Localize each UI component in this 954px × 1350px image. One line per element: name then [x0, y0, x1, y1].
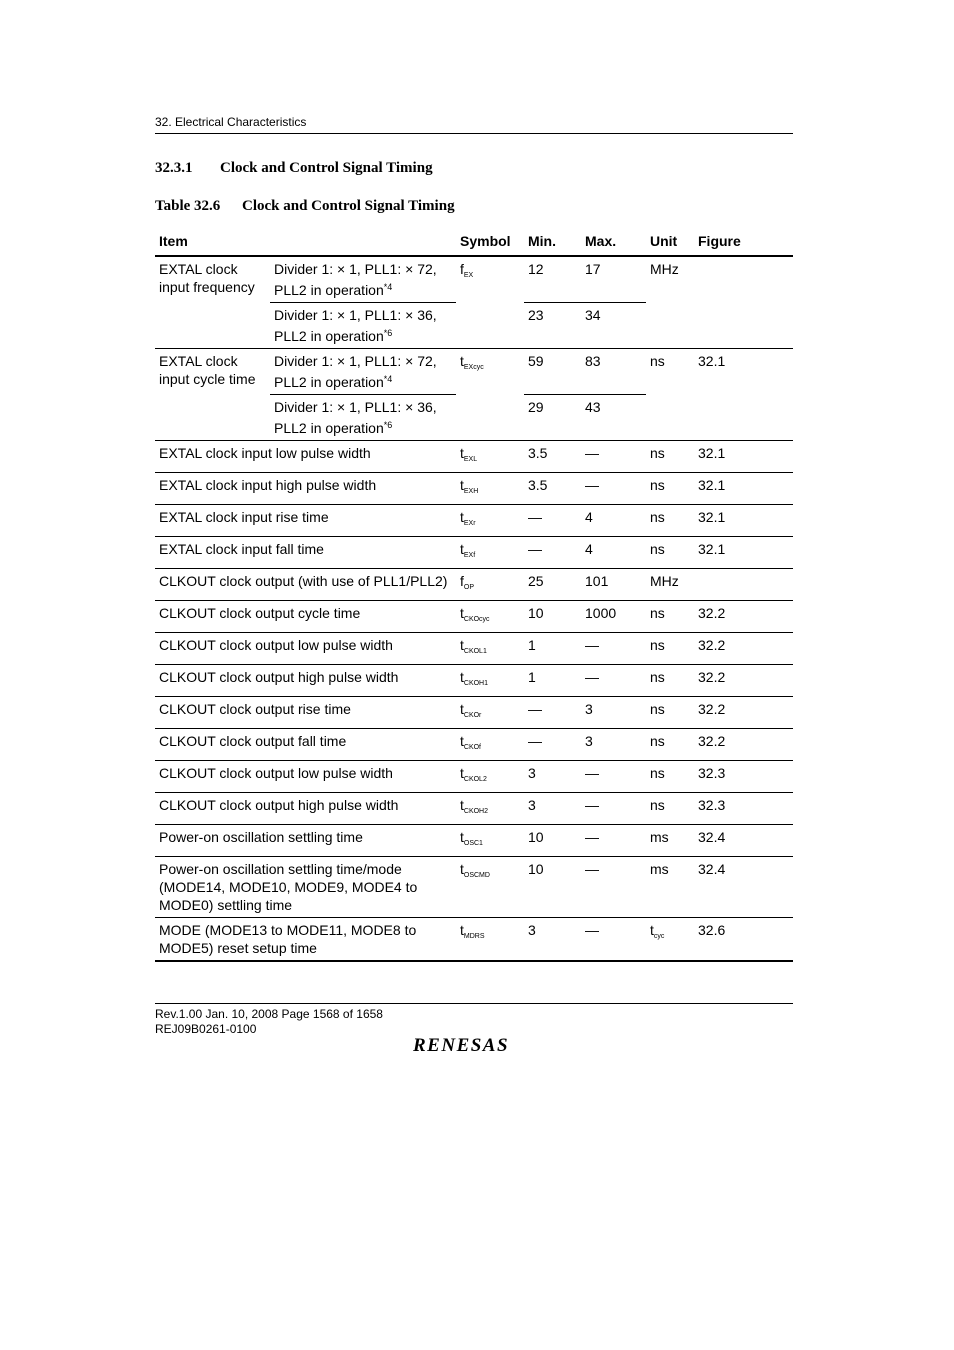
footnote-marker: *6	[383, 420, 393, 430]
item-cell: Power-on oscillation settling time/mode (MODE14, MODE10, MODE9, MODE4 to MODE0) settling time	[155, 857, 456, 918]
symbol-cell-subscript: OP	[463, 584, 475, 591]
table-row	[155, 601, 793, 633]
footnote-marker: *4	[383, 282, 393, 292]
timing-table	[155, 228, 793, 962]
unit-cell-base: ns	[650, 541, 665, 557]
unit-cell: MHz	[646, 256, 694, 349]
max-cell: 17	[581, 256, 646, 303]
table-row	[155, 697, 793, 729]
table-row	[155, 665, 793, 697]
item-cell: EXTAL clock input high pulse width	[155, 473, 456, 505]
symbol-cell	[456, 665, 524, 697]
max-cell: —	[581, 761, 646, 793]
min-cell: 59	[524, 349, 581, 395]
unit-cell	[646, 793, 694, 825]
section-number: 32.3.1	[155, 160, 193, 176]
item-cell: Power-on oscillation settling time	[155, 825, 456, 857]
min-cell: 29	[524, 395, 581, 441]
table-row	[155, 857, 793, 918]
max-cell: —	[581, 473, 646, 505]
column-header-max: Max.	[581, 228, 646, 256]
symbol-cell	[456, 918, 524, 962]
unit-cell-base: ns	[650, 509, 665, 525]
max-cell: 34	[581, 303, 646, 349]
table-row	[155, 729, 793, 761]
unit-cell-subscript: cyc	[653, 933, 665, 940]
min-cell: 1	[524, 633, 581, 665]
symbol-cell	[456, 505, 524, 537]
renesas-logo-text: RENESAS	[413, 1035, 510, 1053]
condition-text: Divider 1: × 1, PLL1: × 72, PLL2 in operation	[274, 353, 437, 390]
symbol-cell-subscript: CKOcyc	[463, 616, 490, 623]
unit-cell-base: ns	[650, 701, 665, 717]
unit-cell-base: t	[650, 922, 654, 938]
unit-cell-base: ns	[650, 637, 665, 653]
column-header-item: Item	[155, 228, 456, 256]
item-cell: EXTAL clock input low pulse width	[155, 441, 456, 473]
table-row	[155, 441, 793, 473]
item-cell: CLKOUT clock output (with use of PLL1/PLL2)	[155, 569, 456, 601]
condition-text: Divider 1: × 1, PLL1: × 36, PLL2 in operation	[274, 307, 437, 344]
item-cell: CLKOUT clock output high pulse width	[155, 793, 456, 825]
symbol-cell-subscript: EXH	[463, 488, 479, 495]
symbol-cell-base: t	[460, 861, 464, 877]
page-footer	[155, 1003, 793, 1037]
min-cell: —	[524, 505, 581, 537]
symbol-cell	[456, 349, 524, 441]
unit-cell	[646, 729, 694, 761]
table-number: Table 32.6	[155, 198, 221, 214]
min-cell: —	[524, 537, 581, 569]
symbol-cell-subscript: CKOr	[463, 712, 482, 719]
symbol-cell	[456, 761, 524, 793]
symbol-cell-subscript: MDRS	[463, 933, 485, 940]
condition-cell	[270, 349, 456, 395]
max-cell: 3	[581, 697, 646, 729]
min-cell: 3	[524, 918, 581, 962]
max-cell: 4	[581, 505, 646, 537]
symbol-cell-base: t	[460, 829, 464, 845]
symbol-cell-subscript: CKOf	[463, 744, 482, 751]
min-cell: —	[524, 697, 581, 729]
symbol-cell-base: t	[460, 637, 464, 653]
unit-cell-base: ms	[650, 861, 669, 877]
min-cell: 3	[524, 793, 581, 825]
unit-cell	[646, 665, 694, 697]
min-cell: 25	[524, 569, 581, 601]
min-cell: 10	[524, 857, 581, 918]
unit-cell	[646, 601, 694, 633]
figure-cell: 32.1	[694, 505, 793, 537]
item-cell: CLKOUT clock output low pulse width	[155, 633, 456, 665]
symbol-cell-subscript: EXr	[463, 520, 476, 527]
table-row	[155, 537, 793, 569]
item-cell: EXTAL clock input cycle time	[155, 349, 270, 441]
unit-cell	[646, 697, 694, 729]
min-cell: 10	[524, 601, 581, 633]
min-cell: 12	[524, 256, 581, 303]
symbol-cell-subscript: CKOH1	[463, 680, 489, 687]
min-cell: 3.5	[524, 441, 581, 473]
unit-cell-base: ns	[650, 477, 665, 493]
symbol-cell	[456, 793, 524, 825]
figure-cell: 32.2	[694, 665, 793, 697]
max-cell: —	[581, 441, 646, 473]
symbol-cell-subscript: OSC1	[463, 840, 483, 847]
unit-cell: ns	[646, 349, 694, 441]
unit-cell	[646, 537, 694, 569]
symbol-cell-subscript: OSCMD	[463, 872, 490, 879]
symbol-cell-subscript: EXf	[463, 552, 476, 559]
figure-cell: 32.1	[694, 537, 793, 569]
min-cell: 3	[524, 761, 581, 793]
running-header: 32. Electrical Characteristics	[155, 115, 793, 134]
unit-cell	[646, 441, 694, 473]
table-row	[155, 793, 793, 825]
column-header-min: Min.	[524, 228, 581, 256]
symbol-cell	[456, 857, 524, 918]
unit-cell-base: ns	[650, 765, 665, 781]
table-body	[155, 256, 793, 961]
symbol-cell	[456, 825, 524, 857]
condition-text: Divider 1: × 1, PLL1: × 36, PLL2 in operation	[274, 399, 437, 436]
figure-cell: 32.1	[694, 441, 793, 473]
max-cell: 1000	[581, 601, 646, 633]
symbol-cell-base: t	[460, 669, 464, 685]
max-cell: —	[581, 665, 646, 697]
unit-cell-base: ns	[650, 733, 665, 749]
column-header-figure: Figure	[694, 228, 793, 256]
unit-cell	[646, 505, 694, 537]
symbol-cell-base: t	[460, 765, 464, 781]
item-cell: CLKOUT clock output fall time	[155, 729, 456, 761]
footnote-marker: *6	[383, 328, 393, 338]
table-row	[155, 505, 793, 537]
table-caption	[155, 198, 455, 215]
figure-cell: 32.2	[694, 633, 793, 665]
symbol-cell	[456, 697, 524, 729]
symbol-cell-subscript: CKOL1	[463, 648, 487, 655]
item-cell: EXTAL clock input fall time	[155, 537, 456, 569]
symbol-cell-base: f	[460, 573, 464, 589]
min-cell: 23	[524, 303, 581, 349]
symbol-cell	[456, 729, 524, 761]
symbol-cell-subscript: EXL	[463, 456, 478, 463]
item-cell: MODE (MODE13 to MODE11, MODE8 to MODE5) reset setup time	[155, 918, 456, 962]
condition-cell	[270, 256, 456, 303]
symbol-cell-base: t	[460, 701, 464, 717]
max-cell: 83	[581, 349, 646, 395]
condition-text: Divider 1: × 1, PLL1: × 72, PLL2 in operation	[274, 261, 437, 298]
figure-cell: 32.1	[694, 473, 793, 505]
min-cell: —	[524, 729, 581, 761]
unit-cell-base: ns	[650, 605, 665, 621]
table-row	[155, 349, 793, 395]
max-cell: —	[581, 918, 646, 962]
max-cell: 4	[581, 537, 646, 569]
symbol-cell-base: t	[460, 733, 464, 749]
table-title: Clock and Control Signal Timing	[242, 198, 455, 214]
table-row	[155, 825, 793, 857]
figure-cell: 32.3	[694, 761, 793, 793]
figure-cell: 32.2	[694, 729, 793, 761]
section-heading	[155, 160, 433, 177]
figure-cell: 32.2	[694, 697, 793, 729]
figure-cell: 32.4	[694, 825, 793, 857]
max-cell: —	[581, 633, 646, 665]
unit-cell-base: ns	[650, 797, 665, 813]
unit-cell	[646, 633, 694, 665]
unit-cell-base: MHz	[650, 573, 679, 589]
symbol-cell-subscript: CKOH2	[463, 808, 489, 815]
table-row	[155, 256, 793, 303]
unit-cell	[646, 761, 694, 793]
document-number: REJ09B0261-0100	[155, 1022, 257, 1036]
max-cell: —	[581, 857, 646, 918]
symbol-cell	[456, 473, 524, 505]
symbol-cell-base: t	[460, 445, 464, 461]
item-cell: CLKOUT clock output low pulse width	[155, 761, 456, 793]
unit-cell-base: ns	[650, 669, 665, 685]
symbol-cell-subscript: EX	[463, 272, 474, 279]
symbol-cell-base: t	[460, 797, 464, 813]
table-row	[155, 918, 793, 962]
item-cell: CLKOUT clock output high pulse width	[155, 665, 456, 697]
symbol-cell	[456, 256, 524, 349]
symbol-cell-base: t	[460, 509, 464, 525]
max-cell: 3	[581, 729, 646, 761]
renesas-logo	[413, 1035, 533, 1053]
unit-cell-base: ns	[650, 445, 665, 461]
figure-cell: 32.6	[694, 918, 793, 962]
unit-cell	[646, 918, 694, 962]
symbol-cell-base: t	[460, 477, 464, 493]
figure-cell	[694, 256, 793, 349]
column-header-symbol: Symbol	[456, 228, 524, 256]
max-cell: 101	[581, 569, 646, 601]
figure-cell: 32.4	[694, 857, 793, 918]
symbol-cell	[456, 633, 524, 665]
figure-cell	[694, 569, 793, 601]
symbol-cell-base: t	[460, 922, 464, 938]
symbol-cell-base: t	[460, 353, 464, 369]
item-cell: EXTAL clock input frequency	[155, 256, 270, 349]
symbol-cell	[456, 441, 524, 473]
symbol-cell-base: t	[460, 541, 464, 557]
symbol-cell-subscript: CKOL2	[463, 776, 487, 783]
revision-info: Rev.1.00 Jan. 10, 2008 Page 1568 of 1658	[155, 1007, 383, 1021]
table-row	[155, 761, 793, 793]
min-cell: 10	[524, 825, 581, 857]
condition-cell	[270, 395, 456, 441]
table-row	[155, 473, 793, 505]
symbol-cell	[456, 601, 524, 633]
unit-cell	[646, 825, 694, 857]
symbol-cell-base: f	[460, 261, 464, 277]
table-header-row	[155, 228, 793, 256]
unit-cell-base: ms	[650, 829, 669, 845]
column-header-unit: Unit	[646, 228, 694, 256]
symbol-cell-subscript: EXcyc	[463, 364, 484, 371]
unit-cell	[646, 857, 694, 918]
figure-cell: 32.1	[694, 349, 793, 441]
item-cell: CLKOUT clock output cycle time	[155, 601, 456, 633]
symbol-cell-base: t	[460, 605, 464, 621]
symbol-cell	[456, 537, 524, 569]
footnote-marker: *4	[383, 374, 393, 384]
table-row	[155, 569, 793, 601]
max-cell: 43	[581, 395, 646, 441]
min-cell: 1	[524, 665, 581, 697]
min-cell: 3.5	[524, 473, 581, 505]
max-cell: —	[581, 793, 646, 825]
condition-cell	[270, 303, 456, 349]
table-row	[155, 633, 793, 665]
figure-cell: 32.3	[694, 793, 793, 825]
section-title: Clock and Control Signal Timing	[220, 160, 433, 176]
unit-cell	[646, 569, 694, 601]
unit-cell	[646, 473, 694, 505]
figure-cell: 32.2	[694, 601, 793, 633]
item-cell: CLKOUT clock output rise time	[155, 697, 456, 729]
item-cell: EXTAL clock input rise time	[155, 505, 456, 537]
max-cell: —	[581, 825, 646, 857]
symbol-cell	[456, 569, 524, 601]
